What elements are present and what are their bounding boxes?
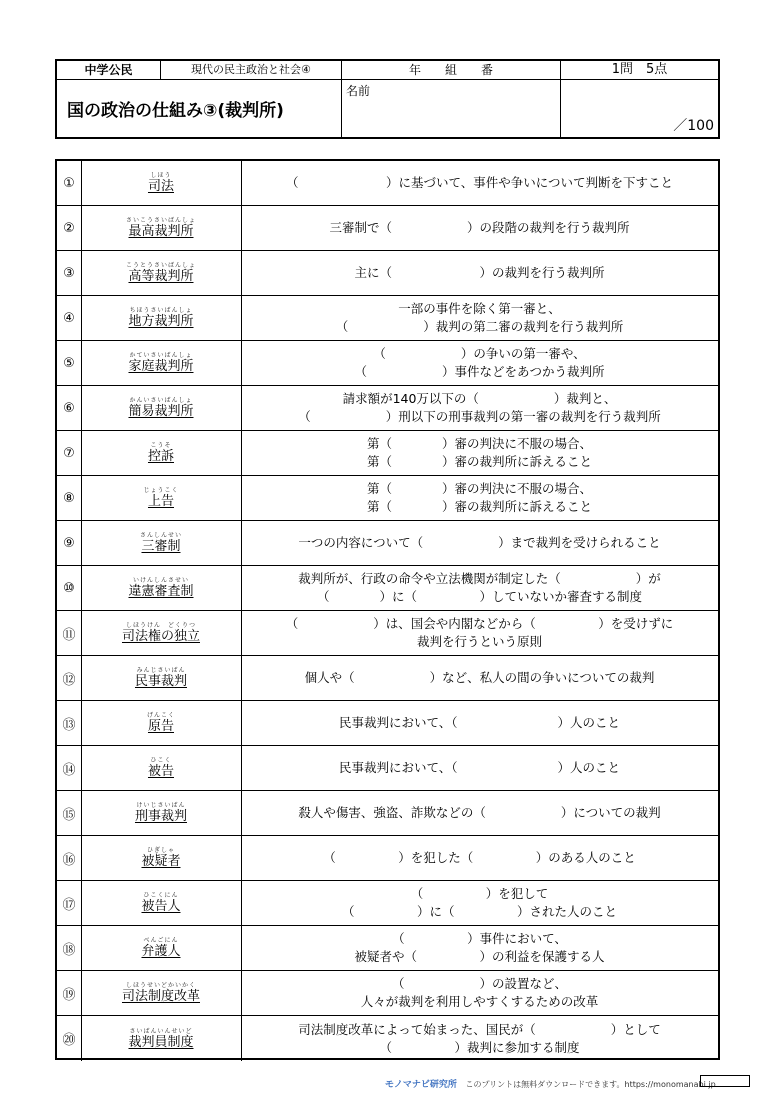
term-reading: さいこうさいばんしょ bbox=[125, 217, 196, 224]
term-reading: かていさいばんしょ bbox=[129, 352, 193, 359]
description-cell bbox=[241, 701, 718, 745]
description-line-1: 第（ ）審の判決に不服の場合、 bbox=[366, 481, 592, 496]
term-cell bbox=[81, 296, 242, 340]
question-number: ⑰ bbox=[57, 881, 82, 925]
footer-note: このプリントは無料ダウンロードできます。https://monomanabi.jp bbox=[465, 1080, 716, 1089]
score-label: ／100 bbox=[673, 118, 714, 134]
description-line-1: 民事裁判において、（ ）人のこと bbox=[338, 760, 620, 775]
term-reading: みんじさいばん bbox=[136, 667, 186, 674]
term-word: 最高裁判所 bbox=[128, 224, 194, 239]
question-number: ⑩ bbox=[57, 566, 82, 610]
description-line-1: 主に（ ）の裁判を行う裁判所 bbox=[354, 265, 605, 280]
name-label: 名前 bbox=[346, 84, 371, 98]
brand-logo: モノマナビ研究所 bbox=[385, 1080, 457, 1090]
term-word: 三審制 bbox=[141, 539, 181, 554]
term-cell bbox=[81, 386, 242, 430]
term-reading: べんごにん bbox=[143, 937, 179, 944]
question-row bbox=[57, 431, 718, 476]
question-number: ⑮ bbox=[57, 791, 82, 835]
question-row bbox=[57, 476, 718, 521]
term-word: 民事裁判 bbox=[134, 674, 187, 689]
score-cell bbox=[561, 80, 718, 137]
term-word: 被疑者 bbox=[141, 854, 181, 869]
term-reading: けいじさいばん bbox=[136, 802, 186, 809]
term-reading: こうとうさいばんしょ bbox=[125, 262, 196, 269]
term-word: 司法制度改革 bbox=[121, 989, 200, 1004]
question-number: ⑯ bbox=[57, 836, 82, 880]
description-line-2: 裁判を行うという原則 bbox=[416, 634, 542, 649]
description-line-2: （ ）事件などをあつかう裁判所 bbox=[354, 364, 605, 379]
term-cell bbox=[81, 926, 242, 970]
question-row bbox=[57, 836, 718, 881]
term-word: 高等裁判所 bbox=[128, 269, 194, 284]
worksheet-header bbox=[55, 59, 720, 139]
term-reading: さいばんいんせいど bbox=[129, 1027, 193, 1035]
question-number: ⑨ bbox=[57, 521, 82, 565]
description-line-1: （ ）の設置など、 bbox=[391, 976, 567, 991]
description-line-1: 請求額が140万以下の（ ）裁判と、 bbox=[342, 391, 617, 406]
term-word: 違憲審査制 bbox=[128, 584, 194, 599]
term-word: 簡易裁判所 bbox=[128, 404, 194, 419]
question-number: ⑥ bbox=[57, 386, 82, 430]
page-title: 国の政治の仕組み③(裁判所) bbox=[67, 101, 284, 121]
term-cell bbox=[81, 656, 242, 700]
term-reading: げんこく bbox=[146, 712, 175, 719]
term-word: 裁判員制度 bbox=[128, 1034, 194, 1050]
question-number: ⑲ bbox=[57, 971, 82, 1015]
question-number: ⑭ bbox=[57, 746, 82, 790]
question-number: ⑫ bbox=[57, 656, 82, 700]
description-line-2: （ ）に（ ）された人のこと bbox=[341, 904, 617, 919]
term-cell bbox=[81, 881, 242, 925]
description-cell bbox=[241, 1016, 718, 1061]
points-label: 1問 5点 bbox=[611, 62, 668, 77]
question-row bbox=[57, 341, 718, 386]
term-cell bbox=[81, 521, 242, 565]
description-line-1: （ ）を犯して bbox=[410, 886, 549, 901]
term-cell bbox=[81, 566, 242, 610]
term-reading: しほうせいどかいかく bbox=[125, 982, 196, 989]
question-number: ③ bbox=[57, 251, 82, 295]
question-row bbox=[57, 386, 718, 431]
term-cell bbox=[81, 746, 242, 790]
description-line-2: 第（ ）審の裁判所に訴えること bbox=[366, 499, 592, 514]
term-reading: ちほうさいばんしょ bbox=[129, 307, 193, 314]
term-word: 原告 bbox=[147, 719, 174, 734]
question-row bbox=[57, 791, 718, 836]
term-reading: かんいさいばんしょ bbox=[129, 397, 193, 404]
term-cell bbox=[81, 1016, 242, 1061]
title-cell bbox=[57, 80, 342, 137]
term-word: 被告人 bbox=[141, 899, 181, 914]
question-number: ⑦ bbox=[57, 431, 82, 475]
description-cell bbox=[241, 881, 718, 925]
unit-label: 現代の民主政治と社会④ bbox=[191, 63, 311, 76]
description-cell bbox=[241, 476, 718, 520]
term-cell bbox=[81, 206, 242, 250]
term-cell bbox=[81, 701, 242, 745]
question-row bbox=[57, 611, 718, 656]
footer-stamp bbox=[700, 1075, 750, 1087]
question-number: ④ bbox=[57, 296, 82, 340]
term-reading: しほうけん どくりつ bbox=[125, 622, 196, 629]
subject-label: 中学公民 bbox=[84, 63, 133, 77]
description-cell bbox=[241, 161, 718, 205]
question-row bbox=[57, 656, 718, 701]
description-cell bbox=[241, 206, 718, 250]
term-reading: ひこくにん bbox=[143, 892, 179, 899]
term-cell bbox=[81, 836, 242, 880]
description-cell bbox=[241, 926, 718, 970]
question-row bbox=[57, 881, 718, 926]
description-line-2: 第（ ）審の裁判所に訴えること bbox=[366, 454, 592, 469]
term-cell bbox=[81, 476, 242, 520]
term-cell bbox=[81, 791, 242, 835]
term-reading: ひこく bbox=[150, 757, 172, 764]
term-word: 刑事裁判 bbox=[134, 809, 187, 824]
description-cell bbox=[241, 566, 718, 610]
subject-cell bbox=[57, 61, 161, 80]
footer bbox=[385, 1077, 716, 1090]
description-cell bbox=[241, 791, 718, 835]
term-reading: じょうこく bbox=[143, 487, 179, 494]
points-cell bbox=[561, 61, 718, 80]
term-word: 地方裁判所 bbox=[128, 314, 194, 329]
question-number: ⑧ bbox=[57, 476, 82, 520]
term-word: 上告 bbox=[147, 494, 174, 509]
unit-cell bbox=[161, 61, 342, 80]
question-row bbox=[57, 971, 718, 1016]
question-row bbox=[57, 251, 718, 296]
description-cell bbox=[241, 521, 718, 565]
description-line-1: 三審制で（ ）の段階の裁判を行う裁判所 bbox=[329, 220, 630, 235]
question-table bbox=[55, 159, 720, 1060]
question-number: ⑪ bbox=[57, 611, 82, 655]
description-line-1: （ ）に基づいて、事件や争いについて判断を下すこと bbox=[285, 175, 673, 190]
description-cell bbox=[241, 836, 718, 880]
description-line-1: （ ）は、国会や内閣などから（ ）を受けずに bbox=[285, 616, 674, 631]
question-number: ⑱ bbox=[57, 926, 82, 970]
term-reading: さんしんせい bbox=[139, 532, 182, 539]
description-cell bbox=[241, 746, 718, 790]
description-line-2: 人々が裁判を利用しやすくするための改革 bbox=[360, 994, 599, 1009]
term-word: 司法 bbox=[147, 179, 174, 194]
question-number: ② bbox=[57, 206, 82, 250]
description-line-1: 一つの内容について（ ）まで裁判を受けられること bbox=[298, 535, 661, 550]
description-cell bbox=[241, 386, 718, 430]
question-number: ① bbox=[57, 161, 82, 205]
question-number: ⑬ bbox=[57, 701, 82, 745]
term-reading: しほう bbox=[150, 172, 172, 179]
description-line-1: 民事裁判において、（ ）人のこと bbox=[338, 715, 620, 730]
description-line-1: （ ）の争いの第一審や、 bbox=[373, 346, 586, 361]
name-cell bbox=[342, 80, 561, 137]
term-cell bbox=[81, 611, 242, 655]
description-line-1: （ ）を犯した（ ）のある人のこと bbox=[323, 850, 636, 865]
description-line-1: 司法制度改革によって始まった、国民が（ ）として bbox=[298, 1021, 661, 1037]
description-line-2: （ ）裁判の第二審の裁判を行う裁判所 bbox=[335, 319, 624, 334]
description-cell bbox=[241, 431, 718, 475]
description-line-1: 一部の事件を除く第一審と、 bbox=[398, 301, 561, 316]
term-word: 被告 bbox=[147, 764, 174, 779]
description-cell bbox=[241, 251, 718, 295]
question-row bbox=[57, 296, 718, 341]
question-row bbox=[57, 206, 718, 251]
class-fields-label: 年 組 番 bbox=[408, 63, 493, 77]
description-line-1: （ ）事件において、 bbox=[392, 931, 567, 946]
term-cell bbox=[81, 431, 242, 475]
description-line-2: （ ）裁判に参加する制度 bbox=[379, 1039, 580, 1055]
question-row bbox=[57, 566, 718, 611]
description-cell bbox=[241, 296, 718, 340]
question-row bbox=[57, 161, 718, 206]
term-cell bbox=[81, 971, 242, 1015]
description-cell bbox=[241, 971, 718, 1015]
term-cell bbox=[81, 341, 242, 385]
description-line-1: 第（ ）審の判決に不服の場合、 bbox=[366, 436, 592, 451]
term-word: 控訴 bbox=[147, 449, 174, 464]
question-row bbox=[57, 701, 718, 746]
term-word: 家庭裁判所 bbox=[128, 359, 194, 374]
description-line-1: 個人や（ ）など、私人の間の争いについての裁判 bbox=[304, 670, 655, 685]
question-row bbox=[57, 746, 718, 791]
description-line-1: 裁判所が、行政の命令や立法機関が制定した（ ）が bbox=[298, 571, 661, 586]
question-row bbox=[57, 1016, 718, 1061]
question-number: ⑤ bbox=[57, 341, 82, 385]
description-line-2: （ ）に（ ）していないか審査する制度 bbox=[316, 589, 642, 604]
description-cell bbox=[241, 656, 718, 700]
term-reading: ひぎしゃ bbox=[146, 847, 175, 854]
description-line-2: 被疑者や（ ）の利益を保護する人 bbox=[354, 949, 605, 964]
question-row bbox=[57, 926, 718, 971]
description-line-1: 殺人や傷害、強盗、詐欺などの（ ）についての裁判 bbox=[298, 805, 661, 820]
question-row bbox=[57, 521, 718, 566]
term-reading: いけんしんさせい bbox=[132, 577, 189, 584]
term-cell bbox=[81, 161, 242, 205]
description-cell bbox=[241, 611, 718, 655]
term-cell bbox=[81, 251, 242, 295]
description-line-2: （ ）刑以下の刑事裁判の第一審の裁判を行う裁判所 bbox=[298, 409, 661, 424]
term-reading: こうそ bbox=[150, 442, 172, 449]
term-word: 弁護人 bbox=[141, 944, 181, 959]
description-cell bbox=[241, 341, 718, 385]
term-word: 司法権の独立 bbox=[121, 629, 200, 644]
class-fields-cell bbox=[342, 61, 561, 80]
question-number: ⑳ bbox=[57, 1016, 82, 1061]
